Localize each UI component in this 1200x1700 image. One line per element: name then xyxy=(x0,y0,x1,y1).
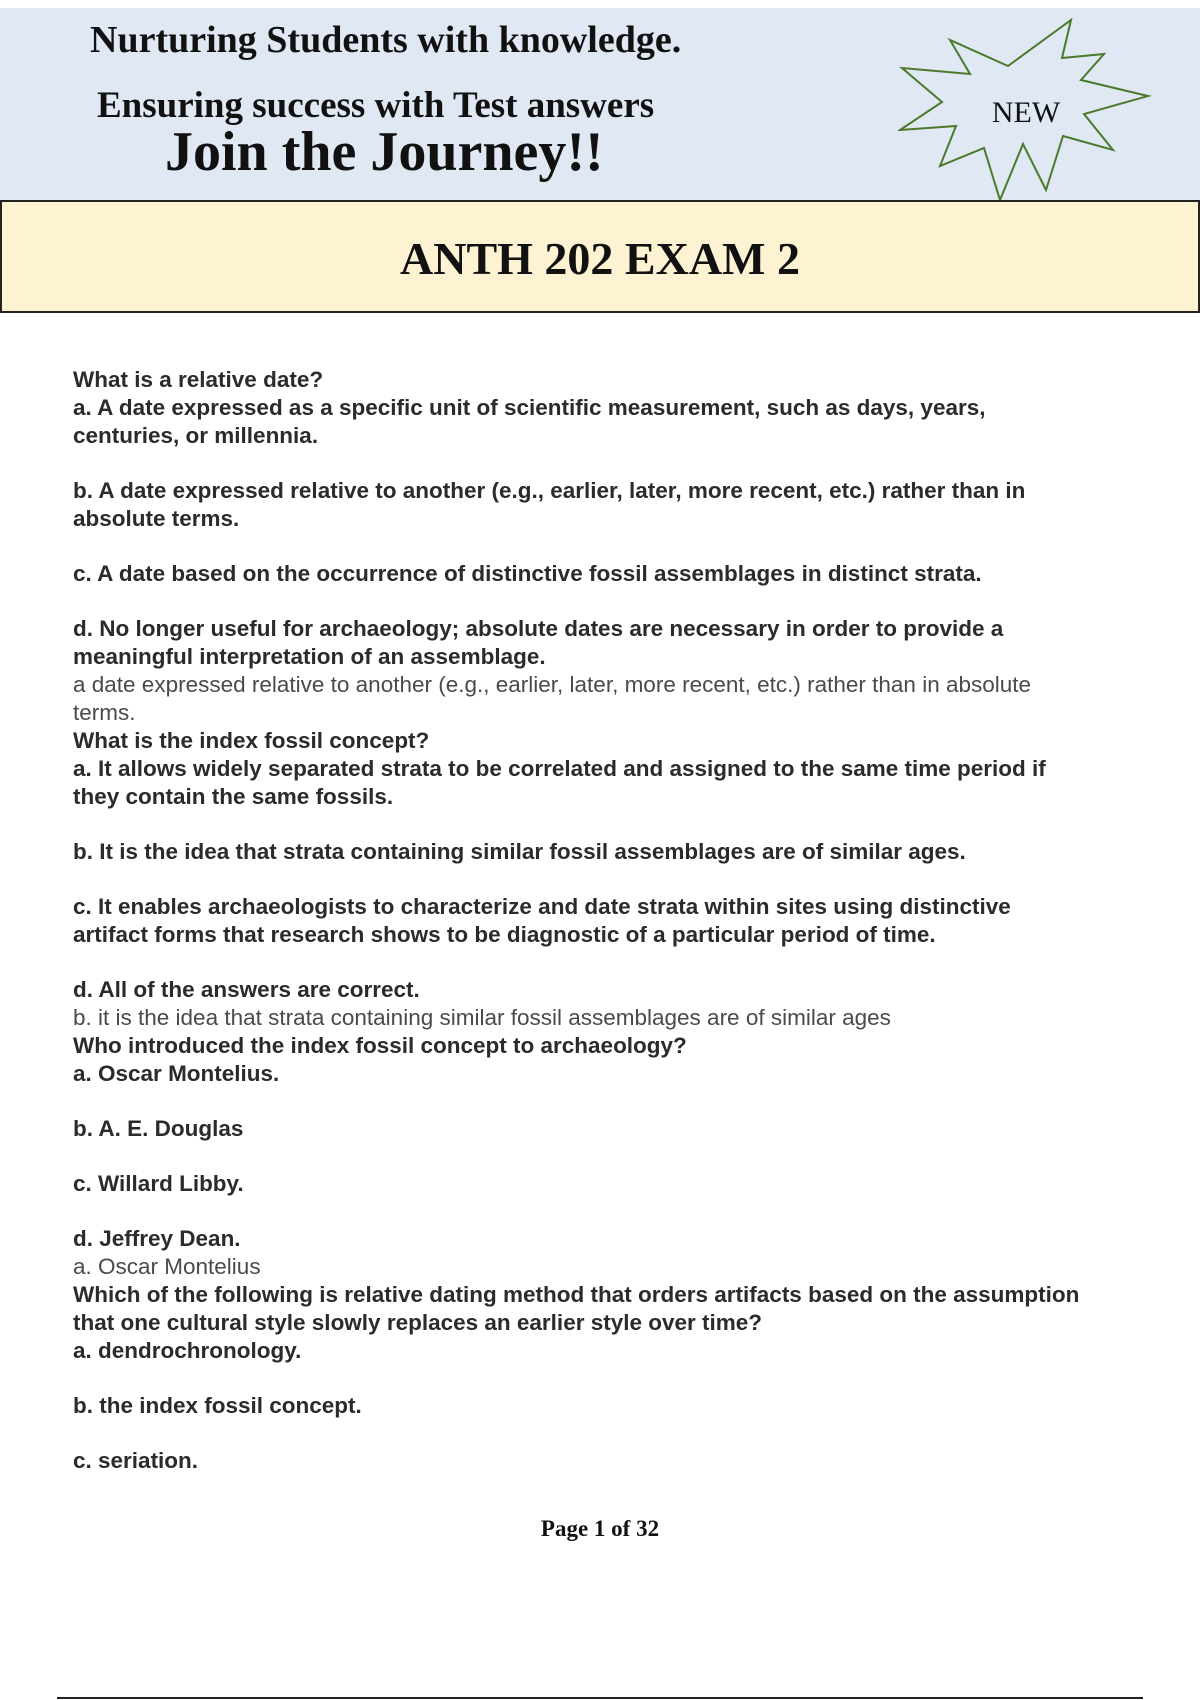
option-d: d. Jeffrey Dean. xyxy=(73,1226,241,1251)
option-a-cont: centuries, or millennia. xyxy=(73,423,319,448)
option-c-cont: artifact forms that research shows to be diagnostic of a particular period of time. xyxy=(73,922,936,947)
answer-text: b. it is the idea that strata containing similar fossil assemblages are of similar ages xyxy=(73,1005,891,1030)
option-c: c. Willard Libby. xyxy=(73,1171,244,1196)
answer-text: a. Oscar Montelius xyxy=(73,1254,261,1279)
banner-tagline-3: Join the Journey!! xyxy=(165,121,604,183)
option-a: a. Oscar Montelius. xyxy=(73,1061,280,1086)
option-c: c. A date based on the occurrence of distinctive fossil assemblages in distinct strata. xyxy=(73,561,982,586)
option-c: c. seriation. xyxy=(73,1448,199,1473)
question-list xyxy=(73,366,1163,1475)
answer-text: a date expressed relative to another (e.g., earlier, later, more recent, etc.) rather than in absolute xyxy=(73,672,1032,697)
new-starburst-badge xyxy=(898,18,1160,204)
option-a-cont: they contain the same fossils. xyxy=(73,784,394,809)
question-text: Which of the following is relative dating method that orders artifacts based on the assumption xyxy=(73,1282,1080,1307)
option-c: c. It enables archaeologists to characterize and date strata within sites using distinctive xyxy=(73,894,1011,919)
option-d: d. All of the answers are correct. xyxy=(73,977,420,1002)
question-text: What is the index fossil concept? xyxy=(73,728,430,753)
page-title: ANTH 202 EXAM 2 xyxy=(400,233,800,284)
option-b: b. A date expressed relative to another (e.g., earlier, later, more recent, etc.) rather than in xyxy=(73,478,1026,503)
question-text: Who introduced the index fossil concept to archaeology? xyxy=(73,1033,687,1058)
promo-banner xyxy=(0,8,1200,200)
option-a: a. A date expressed as a specific unit of scientific measurement, such as days, years, xyxy=(73,395,986,420)
option-a: a. It allows widely separated strata to be correlated and assigned to the same time period if xyxy=(73,756,1046,781)
new-badge-label: NEW xyxy=(991,96,1061,129)
option-b: b. A. E. Douglas xyxy=(73,1116,244,1141)
option-a: a. dendrochronology. xyxy=(73,1338,302,1363)
footer-divider xyxy=(57,1697,1143,1699)
option-b: b. It is the idea that strata containing similar fossil assemblages are of similar ages. xyxy=(73,839,966,864)
banner-tagline-2: Ensuring success with Test answers xyxy=(97,85,655,126)
page-number: Page 1 of 32 xyxy=(540,1516,660,1541)
option-b-cont: absolute terms. xyxy=(73,506,240,531)
question-text-cont: that one cultural style slowly replaces an earlier style over time? xyxy=(73,1310,763,1335)
answer-text-cont: terms. xyxy=(73,700,136,725)
question-text: What is a relative date? xyxy=(73,367,324,392)
option-b: b. the index fossil concept. xyxy=(73,1393,362,1418)
option-d-cont: meaningful interpretation of an assemblage. xyxy=(73,644,546,669)
option-d: d. No longer useful for archaeology; absolute dates are necessary in order to provide a xyxy=(73,616,1004,641)
banner-tagline-1: Nurturing Students with knowledge. xyxy=(90,19,682,61)
exam-title-box xyxy=(0,200,1200,313)
